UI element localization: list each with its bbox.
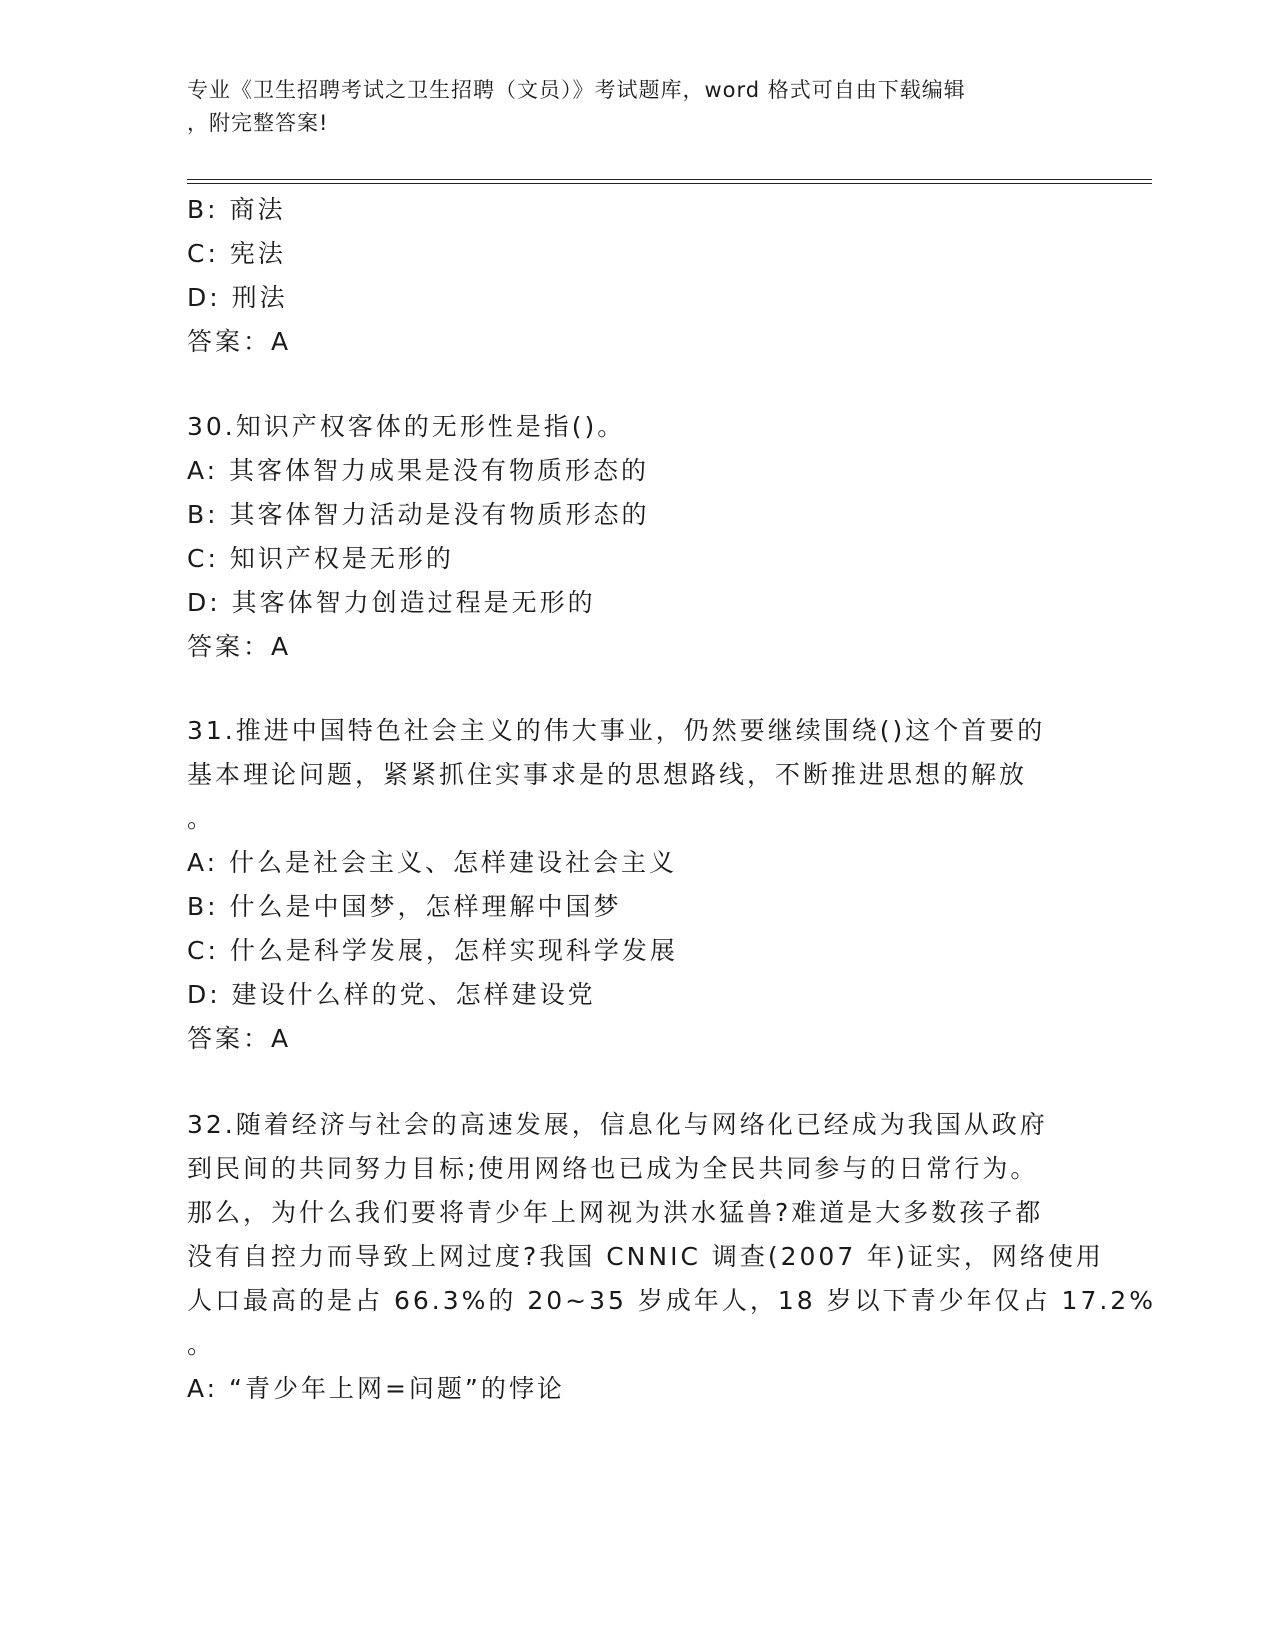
q32-question-line-3: 那么，为什么我们要将青少年上网视为洪水猛兽?难道是大多数孩子都 (187, 1198, 1044, 1227)
q32-question-line-4: 没有自控力而导致上网过度?我国 CNNIC 调查(2007 年)证实，网络使用 (187, 1242, 1104, 1271)
q32-question-line-2: 到民间的共同努力目标;使用网络也已成为全民共同参与的日常行为。 (187, 1154, 1039, 1183)
header-line-2: ，附完整答案! (187, 111, 329, 135)
q31-option-b: B: 什么是中国梦，怎样理解中国梦 (187, 892, 622, 921)
q29-option-c: C: 宪法 (187, 239, 286, 268)
q31-option-c: C: 什么是科学发展，怎样实现科学发展 (187, 936, 678, 965)
q29-answer: 答案：A (187, 327, 292, 356)
q31-question-line-1: 31.推进中国特色社会主义的伟大事业，仍然要继续围绕()这个首要的 (187, 716, 1046, 745)
q31-option-a: A: 什么是社会主义、怎样建设社会主义 (187, 848, 678, 877)
q32-question-line-6: 。 (187, 1330, 216, 1359)
q29-option-d: D: 刑法 (187, 283, 288, 312)
q31-answer: 答案：A (187, 1024, 292, 1053)
q32-question-line-5: 人口最高的是占 66.3%的 20~35 岁成年人，18 岁以下青少年仅占 17.2% (187, 1286, 1156, 1315)
q30-option-a: A: 其客体智力成果是没有物质形态的 (187, 456, 650, 485)
header-divider-top (187, 179, 1152, 180)
q30-option-d: D: 其客体智力创造过程是无形的 (187, 588, 596, 617)
q32-question-line-1: 32.随着经济与社会的高速发展，信息化与网络化已经成为我国从政府 (187, 1110, 1048, 1139)
q31-question-line-3: 。 (187, 804, 216, 833)
q30-answer: 答案：A (187, 632, 292, 661)
document-header (187, 74, 1077, 140)
q30-option-b: B: 其客体智力活动是没有物质形态的 (187, 500, 650, 529)
header-line-1: 专业《卫生招聘考试之卫生招聘（文员）》考试题库，word 格式可自由下载编辑 (187, 78, 966, 102)
q31-option-d: D: 建设什么样的党、怎样建设党 (187, 980, 596, 1009)
q32-option-a: A: “青少年上网=问题”的悖论 (187, 1374, 565, 1403)
q29-option-b: B: 商法 (187, 195, 286, 224)
q30-question: 30.知识产权客体的无形性是指()。 (187, 412, 626, 441)
header-divider-bottom (187, 183, 1152, 184)
q31-question-line-2: 基本理论问题，紧紧抓住实事求是的思想路线，不断推进思想的解放 (187, 760, 1028, 789)
q30-option-c: C: 知识产权是无形的 (187, 544, 454, 573)
